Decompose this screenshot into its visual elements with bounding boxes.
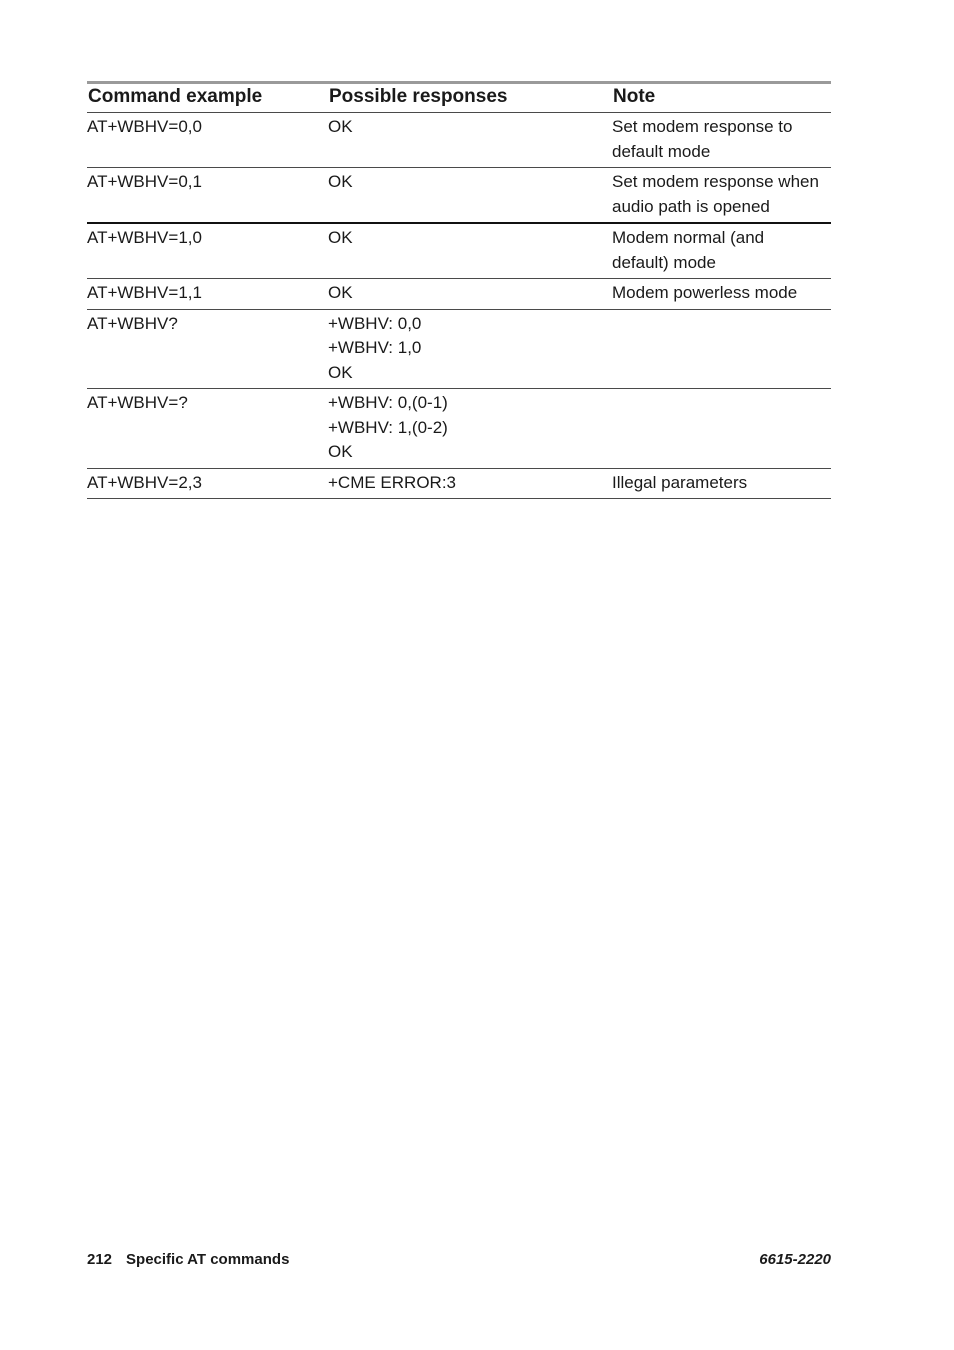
command-text: AT+WBHV? bbox=[87, 313, 178, 333]
table-header-row bbox=[87, 83, 831, 113]
response-line: +WBHV: 0,0 bbox=[328, 313, 422, 333]
response-line: +CME ERROR:3 bbox=[328, 472, 456, 492]
page-number: 212 bbox=[87, 1251, 113, 1268]
response-cell bbox=[328, 389, 612, 469]
table-row bbox=[87, 113, 831, 168]
command-cell bbox=[87, 309, 328, 389]
note-line: Modem normal (and bbox=[612, 228, 765, 247]
response-cell bbox=[328, 113, 612, 168]
note-line: audio path is opened bbox=[612, 196, 770, 216]
note-line: Set modem response when bbox=[612, 172, 819, 191]
command-cell bbox=[87, 113, 328, 168]
note-line: default mode bbox=[612, 141, 711, 161]
header-possible-responses: Possible responses bbox=[328, 83, 612, 113]
command-cell bbox=[87, 468, 328, 499]
table-row bbox=[87, 468, 831, 499]
command-text: AT+WBHV=1,0 bbox=[87, 228, 202, 247]
response-line: +WBHV: 1,(0-2) bbox=[328, 417, 448, 437]
command-cell bbox=[87, 389, 328, 469]
response-line: +WBHV: 0,(0-1) bbox=[328, 393, 448, 412]
note-cell bbox=[612, 279, 831, 310]
command-cell bbox=[87, 279, 328, 310]
section-title: Specific AT commands bbox=[126, 1251, 290, 1268]
at-command-table bbox=[87, 81, 831, 499]
header-note: Note bbox=[612, 83, 831, 113]
note-cell bbox=[612, 113, 831, 168]
note-line: Modem powerless mode bbox=[612, 283, 798, 302]
response-line: OK bbox=[328, 117, 353, 136]
response-line: OK bbox=[328, 228, 353, 247]
note-line: Set modem response to bbox=[612, 117, 793, 136]
table-row bbox=[87, 389, 831, 469]
note-cell bbox=[612, 389, 831, 469]
table-row bbox=[87, 309, 831, 389]
table-row bbox=[87, 223, 831, 279]
response-cell bbox=[328, 168, 612, 224]
response-line: OK bbox=[328, 362, 353, 382]
note-cell bbox=[612, 168, 831, 224]
document-id: 6615-2220 bbox=[759, 1251, 831, 1268]
table-row bbox=[87, 168, 831, 224]
command-text: AT+WBHV=? bbox=[87, 393, 188, 412]
command-text: AT+WBHV=0,1 bbox=[87, 172, 202, 191]
table-row bbox=[87, 279, 831, 310]
note-cell bbox=[612, 223, 831, 279]
note-cell bbox=[612, 309, 831, 389]
response-line: OK bbox=[328, 172, 353, 191]
response-line: +WBHV: 1,0 bbox=[328, 338, 422, 357]
response-cell bbox=[328, 223, 612, 279]
response-cell bbox=[328, 279, 612, 310]
response-cell bbox=[328, 468, 612, 499]
page-footer bbox=[87, 1251, 831, 1268]
note-cell bbox=[612, 468, 831, 499]
header-command-example: Command example bbox=[87, 83, 328, 113]
command-text: AT+WBHV=0,0 bbox=[87, 117, 202, 136]
command-text: AT+WBHV=1,1 bbox=[87, 283, 202, 302]
response-line: OK bbox=[328, 442, 353, 461]
response-cell bbox=[328, 309, 612, 389]
command-cell bbox=[87, 168, 328, 224]
response-line: OK bbox=[328, 283, 353, 302]
command-cell bbox=[87, 223, 328, 279]
note-line: Illegal parameters bbox=[612, 472, 748, 492]
command-text: AT+WBHV=2,3 bbox=[87, 472, 202, 492]
note-line: default) mode bbox=[612, 252, 716, 272]
